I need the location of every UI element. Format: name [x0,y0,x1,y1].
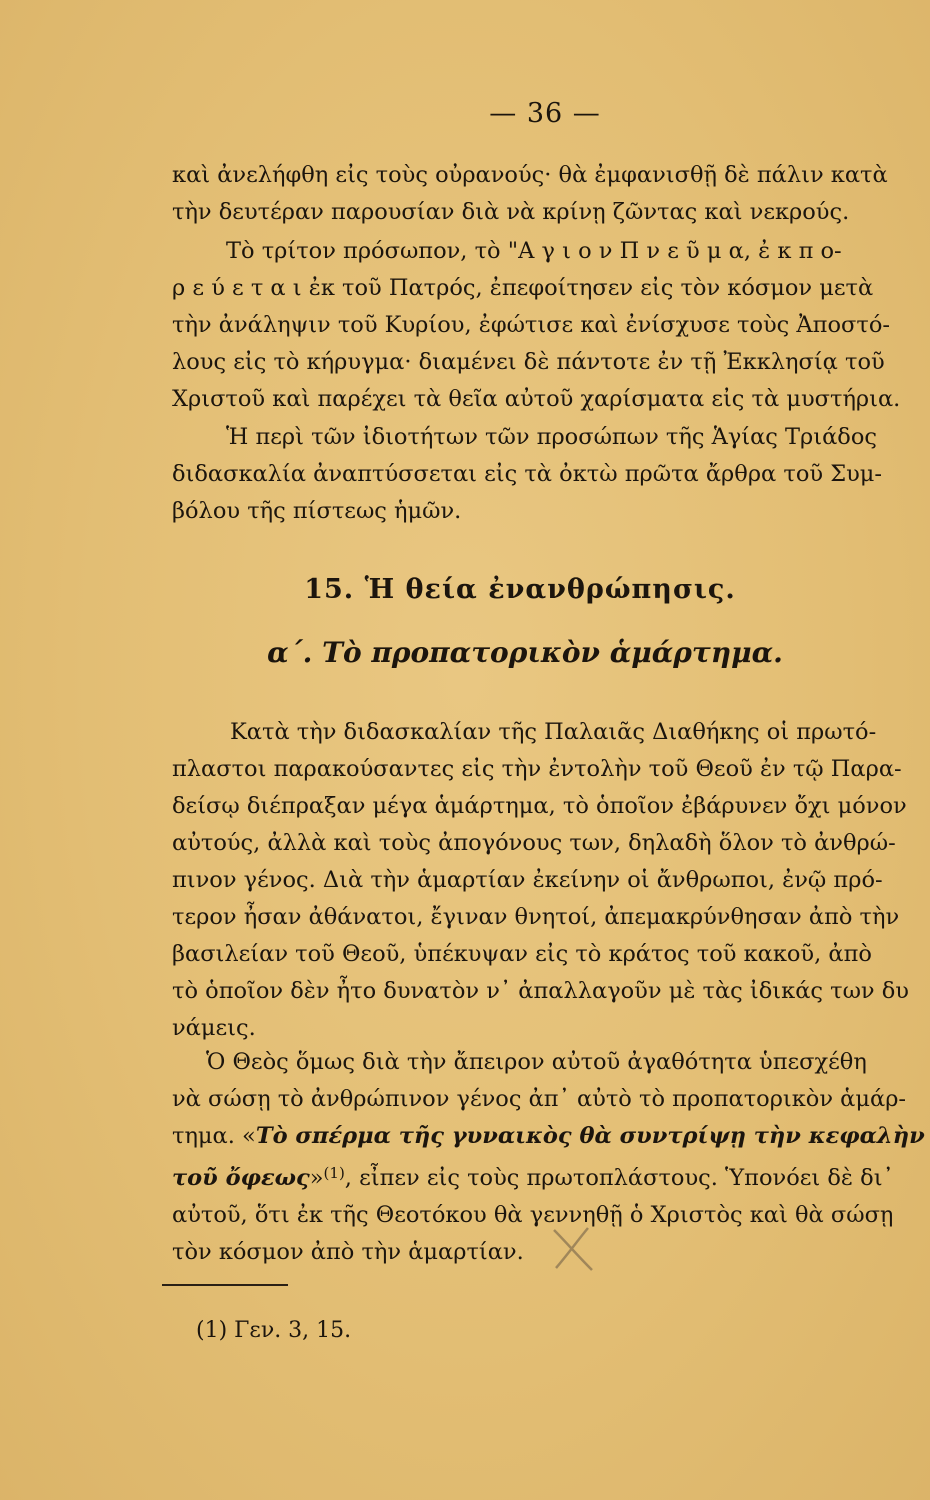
scripture-quote: τοῦ ὄφεως [172,1165,310,1191]
text-line: βασιλείαν τοῦ Θεοῦ, ὑπέκυψαν εἰς τὸ κράτος τοῦ κακοῦ, ἀπὸ [172,941,872,967]
footnote: (1) Γεν. 3, 15. [196,1318,352,1343]
text-line: Τὸ τρίτον πρόσωπον, τὸ "Α γ ι ο ν Π ν ε ῦ μ α, ἐ κ π ο- [226,238,842,264]
footnote-reference: (1) [323,1164,345,1182]
text-line: αὐτούς, ἀλλὰ καὶ τοὺς ἀπογόνους των, δηλαδὴ ὅλον τὸ ἀνθρώ- [172,830,896,856]
pencil-mark [548,1224,598,1274]
text-line: αὐτοῦ, ὅτι ἐκ τῆς Θεοτόκου θὰ γεννηθῇ ὁ Χριστὸς καὶ θὰ σώσῃ [172,1202,894,1228]
quote-close: » [309,1165,324,1191]
text-line: δείσῳ διέπραξαν μέγα ἁμάρτημα, τὸ ὁποῖον ἐβάρυνεν ὄχι μόνον [172,793,907,819]
paragraph-continuation [172,157,930,231]
paragraph-original-sin [172,714,930,1047]
paragraph-holy-spirit [172,233,930,418]
text-line: τερον ἦσαν ἀθάνατοι, ἔγιναν θνητοί, ἀπεμακρύνθησαν ἀπὸ τὴν [172,904,900,930]
text-line: Ἡ περὶ τῶν ἰδιοτήτων τῶν προσώπων τῆς Ἁγίας Τριάδος [226,424,877,450]
text-line: τὴν ἀνάληψιν τοῦ Κυρίου, ἐφώτισε καὶ ἐνίσχυσε τοὺς Ἀποστό- [172,312,890,338]
text-line: νάμεις. [172,1015,256,1041]
text-line: νὰ σώσῃ τὸ ἀνθρώπινον γένος ἀπ᾿ αὐτὸ τὸ προπατορικὸν ἁμάρ- [172,1086,907,1112]
text-line: τὸ ὁποῖον δὲν ἦτο δυνατὸν ν᾿ ἀπαλλαγοῦν μὲ τὰς ἰδικάς των δυ [172,978,909,1004]
text-line: διδασκαλία ἀναπτύσσεται εἰς τὰ ὀκτὼ πρῶτα ἄρθρα τοῦ Συμ- [172,461,883,487]
text-fragment: τημα. « [172,1123,256,1149]
text-line: Κατὰ τὴν διδασκαλίαν τῆς Παλαιᾶς Διαθήκης οἱ πρωτό- [230,719,877,745]
paragraph-trinity [172,419,930,530]
sub-heading: α΄. Τὸ προπατορικὸν ἁμάρτημα. [267,636,783,669]
text-line: καὶ ἀνελήφθη εἰς τοὺς οὐρανούς· θὰ ἐμφανισθῇ δὲ πάλιν κατὰ [172,162,888,188]
text-fragment: , εἶπεν εἰς τοὺς πρωτοπλάστους. Ὑπονόει δὲ δι᾿ [344,1165,894,1191]
text-line: Χριστοῦ καὶ παρέχει τὰ θεῖα αὐτοῦ χαρίσματα εἰς τὰ μυστήρια. [172,386,901,412]
text-line: τὴν δευτέραν παρουσίαν διὰ νὰ κρίνῃ ζῶντας καὶ νεκρούς. [172,199,850,225]
text-line: ρ ε ύ ε τ α ι ἐκ τοῦ Πατρός, ἐπεφοίτησεν εἰς τὸν κόσμον μετὰ [172,275,874,301]
text-line: πλαστοι παρακούσαντες εἰς τὴν ἐντολὴν τοῦ Θεοῦ ἐν τῷ Παρα- [172,756,902,782]
text-line-quote-start [172,1118,930,1155]
text-line: πινον γένος. Διὰ τὴν ἁμαρτίαν ἐκείνην οἱ ἄνθρωποι, ἐνῷ πρό- [172,867,883,893]
text-line: βόλου τῆς πίστεως ἡμῶν. [172,498,462,524]
page-number: — 36 — [489,98,601,129]
text-line: λους εἰς τὸ κήρυγμα· διαμένει δὲ πάντοτε ἐν τῇ Ἐκκλησίᾳ τοῦ [172,349,885,375]
section-heading: 15. Ἡ θεία ἐνανθρώπησις. [304,574,736,605]
text-line: Ὁ Θεὸς ὅμως διὰ τὴν ἄπειρον αὐτοῦ ἀγαθότητα ὑπεσχέθη [206,1049,867,1075]
scripture-quote: Τὸ σπέρμα τῆς γυναικὸς θὰ συντρίψῃ τὴν κεφαλὴν [255,1123,925,1149]
text-line-quote-end [172,1155,930,1197]
text-line: τὸν κόσμον ἀπὸ τὴν ἁμαρτίαν. [172,1239,524,1265]
footnote-divider [162,1284,288,1286]
